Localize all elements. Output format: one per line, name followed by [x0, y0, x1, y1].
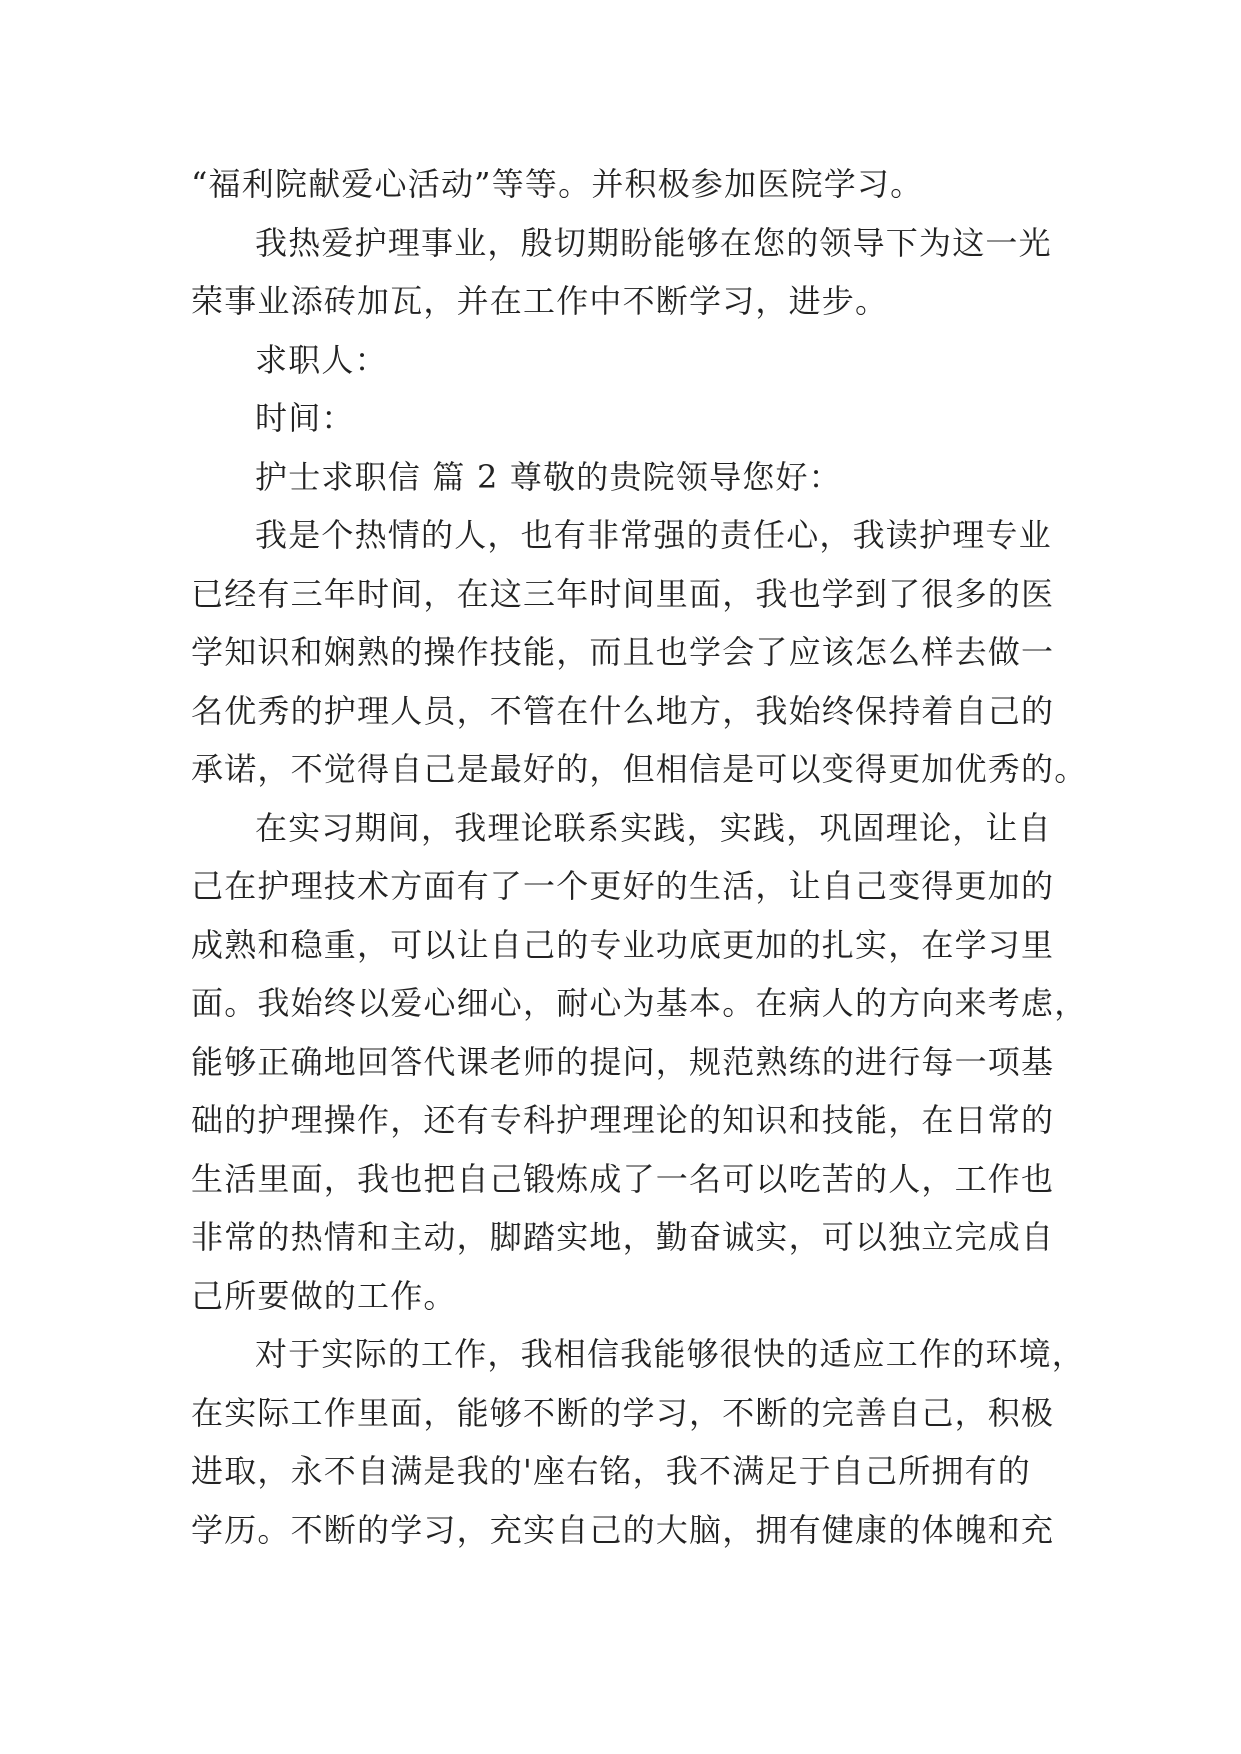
text-line: 学知识和娴熟的操作技能，而且也学会了应该怎么样去做一	[191, 633, 1055, 671]
text-line: 非常的热情和主动，脚踏实地，勤奋诚实，可以独立完成自	[191, 1218, 1055, 1256]
text-line: 我是个热情的人，也有非常强的责任心，我读护理专业	[255, 516, 1052, 554]
text-line: 成熟和稳重，可以让自己的专业功底更加的扎实，在学习里	[191, 925, 1055, 964]
text-line: 承诺，不觉得自己是最好的，但相信是可以变得更加优秀的。	[191, 750, 1088, 788]
text-line: 能够正确地回答代课老师的提问，规范熟练的进行每一项基	[191, 1042, 1055, 1081]
text-line: “福利院献爱心活动”等等。并积极参加医院学习。	[191, 165, 924, 203]
text-line: 己所要做的工作。	[191, 1276, 457, 1315]
text-line: 求职人：	[255, 340, 388, 379]
body-text	[191, 155, 1088, 1559]
text-line: 护士求职信 篇 2 尊敬的贵院领导您好：	[255, 457, 842, 496]
text-line: 荣事业添砖加瓦，并在工作中不断学习，进步。	[191, 282, 889, 320]
text-line: 在实习期间，我理论联系实践，实践，巩固理论，让自	[255, 808, 1052, 847]
text-line: 名优秀的护理人员，不管在什么地方，我始终保持着自己的	[191, 691, 1055, 730]
text-line: 对于实际的工作，我相信我能够很快的适应工作的环境，	[255, 1335, 1086, 1373]
text-line: 在实际工作里面，能够不断的学习，不断的完善自己，积极	[191, 1393, 1055, 1432]
text-line: 已经有三年时间，在这三年时间里面，我也学到了很多的医	[191, 574, 1055, 613]
text-line: 时间：	[255, 399, 355, 437]
text-line: 己在护理技术方面有了一个更好的生活，让自己变得更加的	[191, 867, 1055, 905]
text-line: 进取，永不自满是我的'座右铭，我不满足于自己所拥有的	[191, 1452, 1031, 1490]
text-line: 学历。不断的学习，充实自己的大脑，拥有健康的体魄和充	[191, 1510, 1055, 1549]
text-line: 础的护理操作，还有专科护理理论的知识和技能，在日常的	[191, 1101, 1055, 1139]
text-line: 我热爱护理事业，殷切期盼能够在您的领导下为这一光	[255, 223, 1052, 262]
text-line: 面。我始终以爱心细心，耐心为基本。在病人的方向来考虑，	[191, 984, 1088, 1022]
text-line: 生活里面，我也把自己锻炼成了一名可以吃苦的人，工作也	[191, 1159, 1055, 1198]
